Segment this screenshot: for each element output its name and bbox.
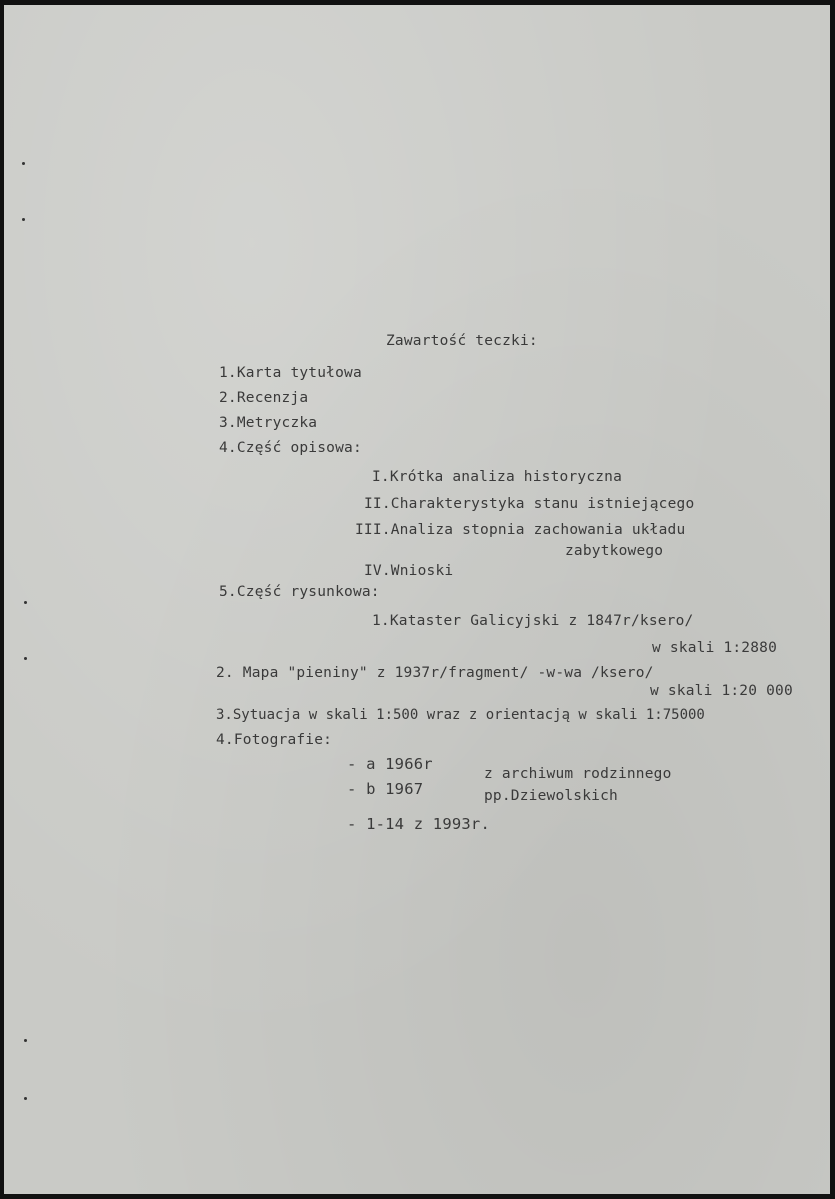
punch-mark [24, 1039, 27, 1042]
list-item: 4.Część opisowa: [219, 440, 362, 456]
list-item: 1.Karta tytułowa [219, 365, 362, 381]
punch-mark [22, 162, 25, 165]
list-item: 5.Część rysunkowa: [219, 584, 380, 600]
punch-mark [24, 601, 27, 604]
list-item: w skali 1:2880 [652, 640, 778, 656]
list-item: w skali 1:20 000 [650, 683, 793, 699]
list-item: I.Krótka analiza historyczna [372, 469, 623, 485]
punch-mark [24, 657, 27, 660]
list-item: 2.Recenzja [219, 390, 309, 406]
list-item: III.Analiza stopnia zachowania układu [355, 522, 686, 538]
list-item: zabytkowego [565, 543, 664, 559]
punch-mark [24, 1097, 27, 1100]
list-item: 3.Metryczka [219, 415, 318, 431]
photo-entry: - a 1966r [347, 755, 433, 773]
list-item: II.Charakterystyka stanu istniejącego [364, 496, 695, 512]
photo-entry: - 1-14 z 1993r. [347, 815, 490, 833]
list-item: 3.Sytuacja w skali 1:500 wraz z orientacją w skali 1:75000 [216, 707, 705, 723]
archive-note: pp.Dziewolskich [484, 788, 618, 804]
list-item: 2. Mapa "pieniny" z 1937r/fragment/ -w-wa /ksero/ [216, 665, 654, 681]
list-item: IV.Wnioski [364, 563, 454, 579]
photo-entry: - b 1967 [347, 780, 424, 798]
punch-mark [22, 218, 25, 221]
document-page [4, 5, 830, 1194]
document-title: Zawartość teczki: [386, 333, 538, 349]
list-item: 1.Kataster Galicyjski z 1847r/ksero/ [372, 613, 694, 629]
list-item: 4.Fotografie: [216, 732, 333, 748]
archive-note: z archiwum rodzinnego [484, 766, 672, 782]
